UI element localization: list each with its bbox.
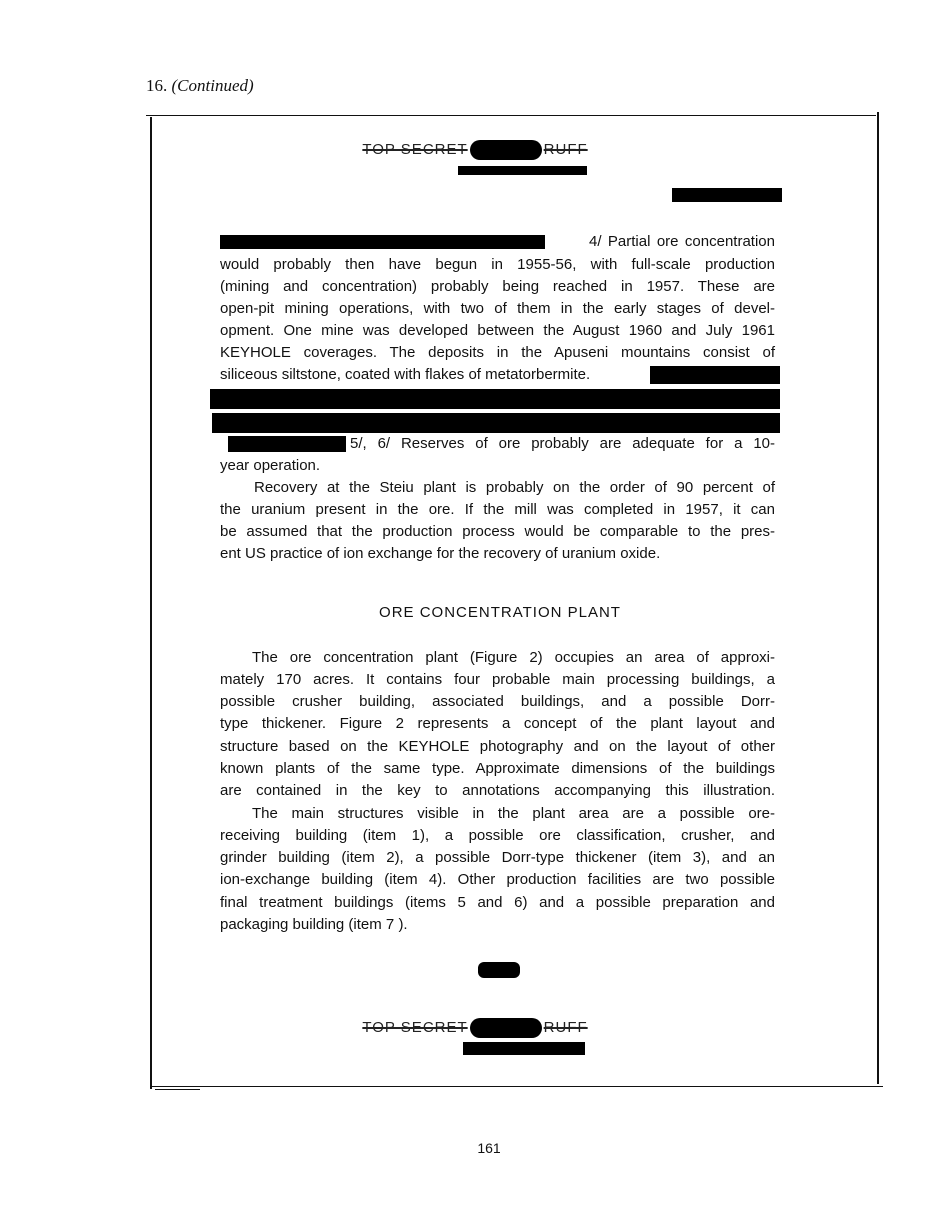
- frame-bottom-rule: [150, 1086, 883, 1087]
- text-line: be assumed that the production process would be comparable to the pres-: [220, 523, 775, 540]
- text-line: KEYHOLE coverages. The deposits in the Apuseni mountains consist of: [220, 344, 775, 361]
- frame-bottom-tick: [155, 1089, 200, 1090]
- text-line: final treatment buildings (items 5 and 6) and a possible preparation and: [220, 894, 775, 911]
- text-line: opment. One mine was developed between the August 1960 and July 1961: [220, 322, 775, 339]
- text-line: (mining and concentration) probably being reached in 1957. These are: [220, 278, 775, 295]
- redaction-bar: [650, 366, 780, 384]
- text-line: ent US practice of ion exchange for the recovery of uranium oxide.: [220, 545, 661, 562]
- marking-right: RUFF: [543, 1018, 588, 1036]
- text-line: would probably then have begun in 1955-56, with full-scale production: [220, 256, 775, 273]
- text-line: possible crusher building, associated buildings, and a possible Dorr-: [220, 693, 775, 710]
- text-line: grinder building (item 2), a possible Dorr-type thickener (item 3), and an: [220, 849, 775, 866]
- redaction-bar: [463, 1042, 585, 1055]
- redaction-bar: [458, 166, 587, 175]
- text-line: year operation.: [220, 457, 321, 474]
- redaction-bar: [220, 235, 545, 249]
- marking-right: RUFF: [543, 140, 588, 158]
- section-heading: ORE CONCENTRATION PLANT: [379, 604, 621, 621]
- section-header: [146, 76, 254, 96]
- redaction-bar: [672, 188, 782, 202]
- classification-marking-top: [0, 140, 950, 160]
- frame-right-rule: [877, 112, 879, 1084]
- text-line: mately 170 acres. It contains four probable main processing buildings, a: [220, 671, 775, 688]
- redaction-blob: [470, 140, 542, 160]
- text-line: ion-exchange building (item 4). Other production facilities are two possible: [220, 871, 775, 888]
- text-line: type thickener. Figure 2 represents a concept of the plant layout and: [220, 715, 775, 732]
- text-line: 5/, 6/ Reserves of ore probably are adequate for a 10-: [350, 435, 775, 452]
- section-number: 16.: [146, 76, 168, 95]
- text-line: Recovery at the Steiu plant is probably on the order of 90 percent of: [254, 479, 775, 496]
- text-line: siliceous siltstone, coated with flakes of metatorbermite.: [220, 366, 591, 383]
- text-line: open-pit mining operations, with two of them in the early stages of devel-: [220, 300, 775, 317]
- redaction-blob: [470, 1018, 542, 1038]
- text-line: 4/ Partial ore concentration: [589, 233, 775, 250]
- redaction-bar: [210, 389, 780, 409]
- text-line: receiving building (item 1), a possible ore classification, crusher, and: [220, 827, 775, 844]
- text-line: known plants of the same type. Approximate dimensions of the buildings: [220, 760, 775, 777]
- continued-label: (Continued): [171, 76, 254, 95]
- frame-left-rule: [150, 117, 152, 1089]
- redaction-blob: [478, 962, 520, 978]
- text-line: packaging building (item 7 ).: [220, 916, 408, 933]
- redaction-bar: [228, 436, 346, 452]
- page-number: 161: [477, 1140, 501, 1156]
- text-line: The main structures visible in the plant area are a possible ore-: [252, 805, 775, 822]
- text-line: The ore concentration plant (Figure 2) occupies an area of approxi-: [252, 649, 775, 666]
- text-line: are contained in the key to annotations accompanying this illustration.: [220, 782, 775, 799]
- classification-marking-bottom: [0, 1018, 950, 1038]
- text-line: the uranium present in the ore. If the mill was completed in 1957, it can: [220, 501, 775, 518]
- marking-left: TOP SECRET: [362, 140, 468, 158]
- redaction-bar: [212, 413, 780, 433]
- frame-top-rule: [146, 115, 876, 116]
- text-line: structure based on the KEYHOLE photography and on the layout of other: [220, 738, 775, 755]
- marking-left: TOP SECRET: [362, 1018, 468, 1036]
